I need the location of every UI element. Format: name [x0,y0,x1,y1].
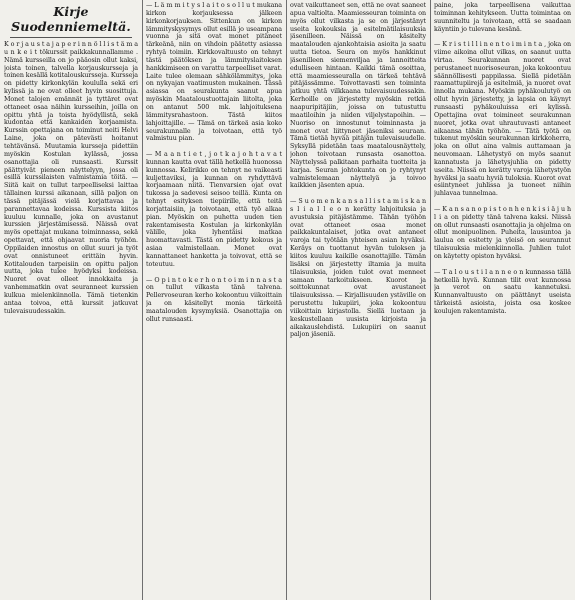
article-title: Kirje Suodenniemeltä. [11,4,131,34]
column-3 [290,2,426,598]
column-divider [430,0,431,600]
column-1-text: K o r j a u s t a j a p e r i n n ö l l i s t ä m a u n k e i t tökurssit paikkakunnallamme . Nämä kursseilla on jo pääosin ollut kaksi, joista toinen, talvella korjauskursseja ja toinen kesällä kotitalouskursseja. Kursseja on pidetty kirkonkylän koululla sekä eri kylissä ja ne ovat olleet hyvin suosittuja. Monet talojen emännät ja tyttäret ovat ottaneet osaa näihin kursseihin, joilla on opittu yhtä ja toista hyödyllistä, sekä kudontaa että kankaiden korjaamista. Kurssin opettajana on toiminut neiti Helvi Laine, joka on pätevästi hoitanut tehtävänsä. Muutamia kursseja pidettiin myöskin Kostulan kylässä, jossa osanottajia oli runsaasti. Kurssit päättyivät pieneen näyttelyyn, jossa oli esillä kurssilaisten valmistamia töitä. — Siitä kait on tullut tarpeelliseksi laittaa tällainen kurssi aikanaan, sillä paljon on tässä pitäjässä vielä korjattavaa ja parannettavaa kodeissa. Kurssista kiitos kuuluu kunnalle, joka on avustanut kurssien järjestämisessä. Näissä ovat myös opettajat mukana toiminnassa, sekä opettavat, että ohjaavat nuoria työhön. Oppilaiden innostus on ollut suuri ja työt ovat onnistuneet erittäin hyvin. Kotitalouden tarpeisiin on opittu paljon uutta, joka tulee hyödyksi kodeissa. Nuoret ovat olleet innokkaita ja vanhemmatkin ovat seuranneet kurssien kulkua mielenkiinnolla. Tämä tietenkin antaa toivoa, että kurssit jatkuvat tulevaisuudessakin. [4,41,138,315]
column-4 [434,2,571,598]
column-2 [146,2,282,598]
column-divider [286,0,287,600]
title-divider [10,37,132,38]
column-divider [142,0,143,600]
column-1 [4,2,138,598]
column-4-text: paine, joka tarpeellisena vaikuttaa toiminnan kehitykseen. Uutta toimintaa on suunniteltu ja toivotaan, että se saadaan käyntiin jo tulevana kesänä. — K r i s t i l l i n e n t o i m i n t a , joka on viime aikoina ollut vilkas, on saanut uutta virtaa. Seurakunnan nuoret ovat perustaneet nuorisoseuran, joka kokoontuu säännöllisesti pappilassa. Siellä pidetään raamattupiirejä ja esitelmiä, ja nuoret ovat innolla mukana. Myöskin pyhäkoulutyö on ollut hyvin järjestetty, ja lapsia on käynyt runsaasti pyhäkouluissa eri kylissä. Opettajina ovat toimineet seurakunnan nuoret, jotka ovat uhrautuvasti antaneet aikaansa tähän työhön. — Tätä työtä on tukenut myöskin seurakunnan kirkkoherra, joka on ollut aina valmis auttamaan ja neuvomaan. Lähetystyö on myös saanut kannatusta ja lähetysjuhlia on pidetty useita. Niissä on kerätty varoja lähetystyön hyväksi ja saatu hyviä tuloksia. Kuorot ovat esiintyneet juhlissa ja tuoneet niihin juhlavaa tunnelmaa. — K a n s a n o p i s t o n h e n k i s i ä j u h l i a on pidetty tänä talvena kaksi. Niissä on ollut runsaasti osanottajia ja ohjelma on ollut monipuolinen. Puheita, lausuntoa ja laulua on esitetty ja yleisö on seurannut tilaisuuksia mielenkiinnolla. Juhlien tulot on käytetty opiston hyväksi. — T a l o u s t i l a n n e o n kunnassa tällä hetkellä hyvä. Kunnan tilit ovat kunnossa ja verot on saatu kannetuksi. Kunnanvaltuusto on päättänyt useista tärkeistä asioista, joista osa koskee koulujen rakentamista. [434,2,571,315]
column-2-text: — L ä m m i t y s l a i t o s o l l u t mukana kirkon korjauksessa jälkeen kirkonkorjauksen. Sittenkun on kirkon lämmityskysymys ollut esillä jo useampana vuonna ja sitä ovat monet pitäneet tärkeänä, niin on vihdoin päätetty asiassa ryhtyä toimiin. Kirkkovaltuusto on tehnyt tästä päätöksen ja lämmityslaitoksen hankkimiseen on varattu tarpeelliset varat. Laite tulee olemaan sähkölämmitys, joka on nykyajan vaatimusten mukainen. Tässä asiassa on seurakunta saanut apua myöskin Maataloustuottajain liitolta, joka on antanut 500 mk. lahjoituksena lämmitysrahastoon. Tästä kiitos lahjoittajille. — Tämä on tärkeä asia koko seurakunnalle ja toivotaan, että työ valmistuu pian. — M a a n t i e t , j o t k a j o h t a v a t kunnan kautta ovat tällä hetkellä huonossa kunnossa. Kelirikko on tehnyt ne vaikeasti kuljettaviksi, ja kunnan on ryhdyttävä korjaamaan niitä. Tienvarsien ojat ovat tukossa ja sadevesi seisoo teillä. Kunta on tehnyt esityksen tiepiirille, että teitä korjattaisiin, ja toivotaan, että työ alkaa pian. Myöskin on puhetta uuden tien rakentamisesta Kostulan ja kirkonkylän välille, joka lyhentäisi matkaa huomattavasti. Tästä on pidetty kokous ja asiaa valmistellaan. Monet ovat kannattaneet hanketta ja toivovat, että se toteutuu. — O p i n t o k e r h o n t o i m i n n a s t a on tullut vilkasta tänä talvena. Pellervoseuran kerho kokoontuu viikoittain ja on käsitellyt monia tärkeitä maatalouden kysymyksiä. Osanottajia on ollut runsaasti. [146,2,282,323]
column-3-text: ovat vaikuttaneet sen, että ne ovat saaneet apua valtiolta. Maamiesseuran toiminta on myös ollut vilkasta ja se on järjestänyt useita kokouksia ja esitelmätilaisuuksia jäsenilleen. Näissä on käsitelty maatalouden ajankohtaisia asioita ja saatu uutta tietoa. Seura on myös hankkinut jäsenilleen siemenviljaa ja lannoitteita edulliseen hintaan. Kaikki tämä osoittaa, että maamiesseuralla on tärkeä tehtävä pitäjässämme. Toivottavasti sen toiminta jatkuu yhtä vilkkaana tulevaisuudessakin. Kerhoille on järjestetty myöskin retkiä naapuripitäjiin, joissa on tutustuttu maatiloihin ja niiden viljelystapoihin. — Nuoriso on innostunut toiminnasta ja monet ovat liittyneet jäseniksi seuraan. Tämä tietää hyvää pitäjän tulevaisuudelle. Syksyllä pidetään taas maatalousnäyttely, johon toivotaan runsasta osanottoa. Näyttelyssä palkitaan parhaita tuotteita ja karjaa. Seuran johtokunta on jo ryhtynyt valmistelemaan näyttelyä ja toivoo kaikkien jäsenten apua. — S u o m e n k a n s a l l i s t a m i s k a n s l i a l l e o n kerätty lahjoituksia ja avustuksia pitäjästämme. Tähän työhön ovat ottaneet osaa monet paikkakuntalaiset, jotka ovat antaneet varoja tai työtään yhteisen asian hyväksi. Keräys on tuottanut hyvän tuloksen ja kiitos kuuluu kaikille osanottajille. Tämän lisäksi on järjestetty iltamia ja muita tilaisuuksia, joiden tulot ovat menneet samaan tarkoitukseen. Kuorot ja soittokunnat ovat avustaneet tilaisuuksissa. — Kirjallisuuden ystäville on perustettu lukupiiri, joka kokoontuu viikoittain kirjastolla. Siellä luetaan ja keskustellaan uusista kirjoista ja aikakauslehdistä. Lukupiiri on saanut paljon jäseniä. [290,2,426,339]
